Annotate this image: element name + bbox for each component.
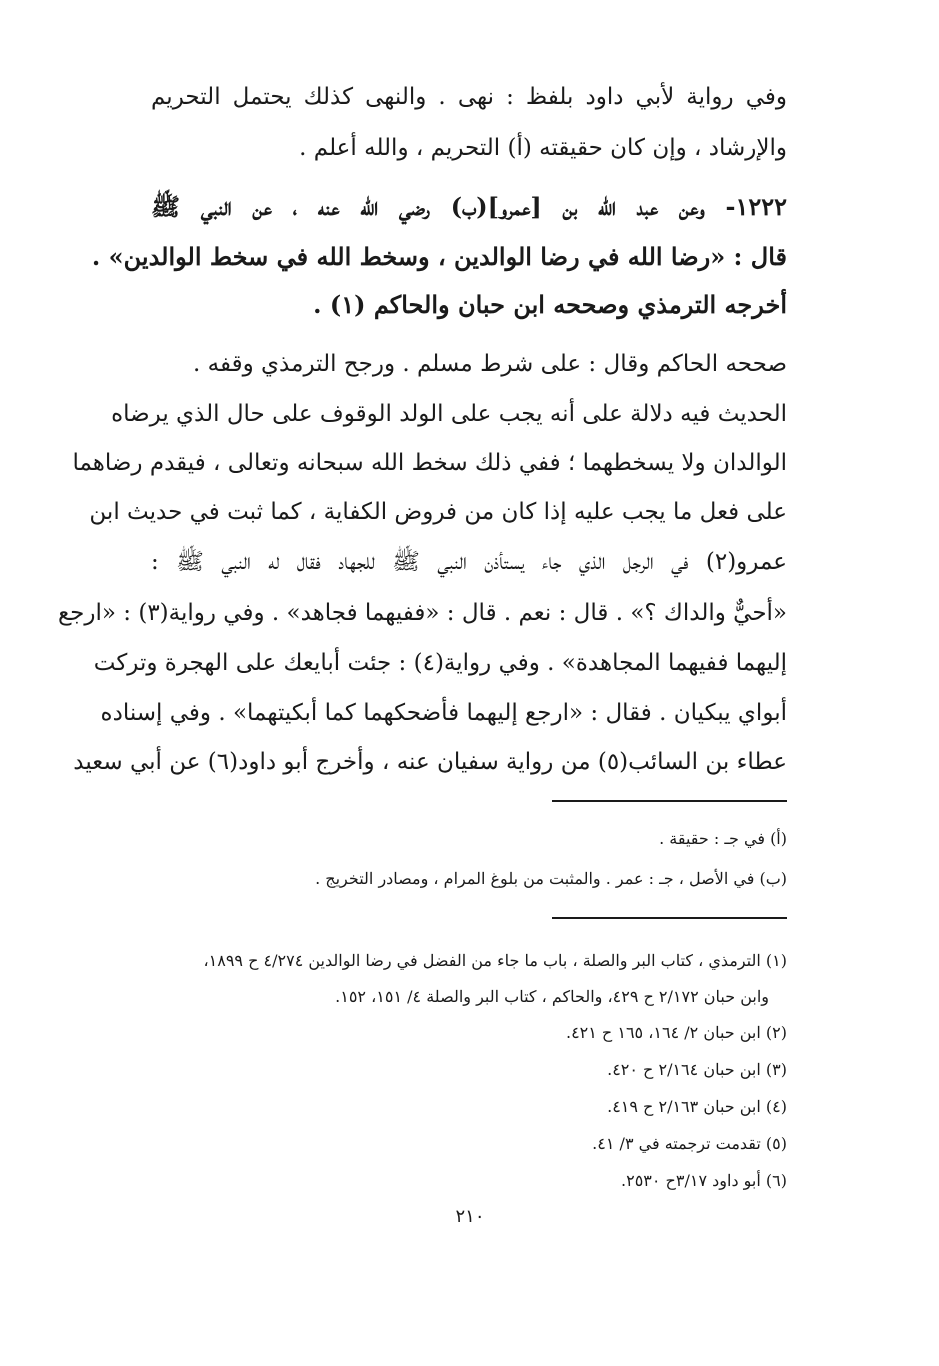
variant-note-1: (أ) في جـ : حقيقة . (659, 829, 787, 848)
footnote-1: (١) الترمذي ، كتاب البر والصلة ، باب ما جاء من الفضل في رضا الوالدين ٤/٢٧٤ ح ١٨٩٩، (203, 951, 787, 970)
commentary-line-1: صححه الحاكم وقال : على شرط مسلم . ورجح الترمذي وقفه . (193, 351, 787, 377)
page-number: ٢١٠ (455, 1206, 485, 1227)
commentary-line-9: عطاء بن السائب(٥) من رواية سفيان عنه ، وأخرج أبو داود(٦) عن أبي سعيد (73, 749, 787, 775)
hadith-line-3: أخرجه الترمذي وصححه ابن حبان والحاكم (١) . (313, 290, 787, 319)
commentary-line-8: أبواي يبكيان . فقال : «ارجع إليهما فأضحكهما كما أبكيتهما» . وفي إسناده (100, 700, 787, 726)
footnote-6: (٦) أبو داود ٣/١٧ح ٢٥٣٠. (621, 1171, 787, 1190)
intro-line-2: والإرشاد ، وإن كان حقيقته (أ) التحريم ، والله أعلم . (299, 135, 787, 161)
hadith-line-2: قال : «رضا الله في رضا الوالدين ، وسخط الله في سخط الوالدين» . (91, 242, 787, 271)
footnote-5: (٥) تقدمت ترجمته في ٣/ ٤١. (592, 1134, 787, 1153)
footnotes-separator (552, 917, 787, 919)
footnote-4: (٤) ابن حبان ٢/١٦٣ ح ٤١٩. (607, 1097, 787, 1116)
footnote-3: (٣) ابن حبان ٢/١٦٤ ح ٤٢٠. (607, 1060, 787, 1079)
commentary-line-7: إليهما ففيهما المجاهدة» . وفي رواية(٤) : جئت أبايعك على الهجرة وتركت (93, 650, 787, 676)
variant-notes-separator (552, 800, 787, 802)
variant-note-2: (ب) في الأصل ، جـ : عمر . والمثبت من بلوغ المرام ، ومصادر التخريج . (315, 869, 787, 888)
commentary-line-6: «أحيٌّ والداك ؟» . قال : نعم . قال : «ففيهما فجاهد» . وفي رواية(٣) : «ارجع (57, 600, 787, 626)
commentary-line-4: على فعل ما يجب عليه إذا كان من فروض الكفاية ، كما ثبت في حديث ابن (89, 499, 787, 525)
commentary-line-5: عمرو(٢) في الرجل الذي جاء يستأذن النبي ﷺ للجهاد فقال له النبي ﷺ : (151, 549, 787, 575)
commentary-line-2: الحديث فيه دلالة على أنه يجب على الولد الوقوف على حال الذي يرضاه (111, 401, 787, 427)
intro-line-1: وفي رواية لأبي داود بلفظ : نهى . والنهى كذلك يحتمل التحريم (151, 84, 787, 110)
footnote-2: (٢) ابن حبان ٢/ ١٦٤، ١٦٥ ح ٤٢١. (565, 1023, 787, 1042)
hadith-line-1: ١٢٢٢- وعن عبد الله بن [عمرو](ب) رضي الله عنه ، عن النبي ﷺ (151, 192, 787, 221)
commentary-line-3: الوالدان ولا يسخطهما ؛ ففي ذلك سخط الله سبحانه وتعالى ، فيقدم رضاهما (72, 450, 787, 476)
footnote-1-continued: وابن حبان ٢/١٧٢ ح ٤٢٩، والحاكم ، كتاب البر والصلة ٤/ ١٥١، ١٥٢. (335, 987, 769, 1006)
